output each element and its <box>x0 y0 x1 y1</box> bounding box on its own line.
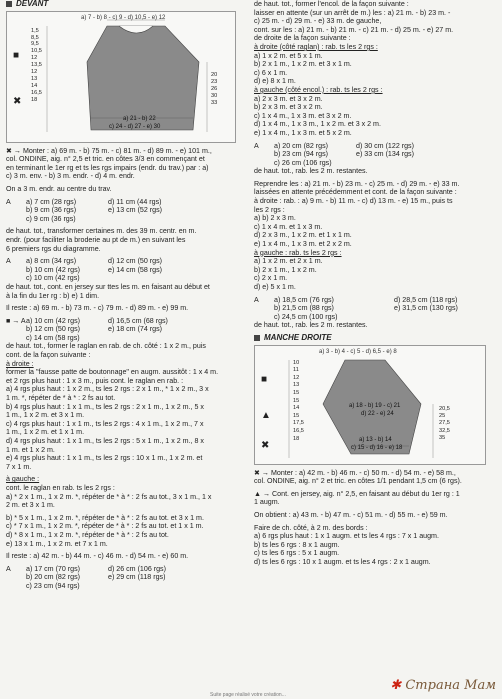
size-table-1 <box>6 198 246 224</box>
instruction-line: c) 1 x 4 m., 1 x 3 m. et 3 x 2 m. <box>254 111 352 120</box>
dim: 12 <box>293 374 300 381</box>
dim: 15 <box>293 412 300 419</box>
size-cell: a) 17 cm (70 rgs) <box>26 564 81 573</box>
devant-heading <box>6 0 246 9</box>
instruction-line: à droite : rab. : a) 9 m. - b) 11 m. - c) d) 13 m. - e) 15 m., puis ts <box>254 197 453 206</box>
instruction-line: a) b) 2 x 3 m. <box>254 214 296 223</box>
dim: 10 <box>293 359 300 366</box>
instruction-line: On obtient : a) 43 m. - b) 47 m. - c) 51 m. - d) 55 m. - e) 59 m. <box>254 510 448 519</box>
instruction-line: d) * 8 x 1 m., 1 x 2 m. *, répéter de * à * : 2 fs au tot. <box>6 530 169 539</box>
dim: 30 <box>211 92 218 99</box>
instruction-line: c) * 7 x 1 m., 1 x 2 m. *, répéter de * à * : 2 fs au tot. et 1 x 1 m. <box>6 522 204 531</box>
instruction-line: 7 x 1 m. <box>6 462 32 471</box>
instruction-line: 1 m. *, répéter de * à * : 2 fs au tot. <box>6 394 116 403</box>
dim: 11 <box>293 367 299 374</box>
manche-instructions <box>254 469 496 567</box>
section-square-icon <box>6 1 12 7</box>
dim: 12 <box>31 69 38 76</box>
size-cell: b) 23 cm (94 rgs) <box>274 150 329 159</box>
section-square-icon <box>254 335 260 341</box>
instruction-line: c) 25 m. - d) 29 m. - e) 33 m. de gauche, <box>254 17 382 26</box>
instruction-line: cont. sur les : a) 21 m. - b) 21 m. - c) 21 m. - d) 25 m. - e) 27 m. <box>254 25 454 34</box>
instruction-line: c) 4 rgs plus haut : 1 x 1 m., ts les 2 rgs : 4 x 1 m., 1 x 2 m., 7 x <box>6 419 204 428</box>
right-column <box>254 0 496 567</box>
dim: 15 <box>293 389 300 396</box>
instruction-line: laissées en attente précédemment et cont. de la façon suivante : <box>254 188 457 197</box>
devant-right-dims <box>211 72 217 107</box>
dim: 12 <box>31 55 38 62</box>
size-cell <box>6 582 26 591</box>
devant-bottom-dim-1: a) 21 - b) 22 <box>123 115 156 122</box>
size-cell: c) 26 cm (106 rgs) <box>274 158 332 167</box>
instruction-line: d) 1 x 4 m., 1 x 3 m., 1 x 2 m. et 3 x 2 m. <box>254 120 381 129</box>
size-cell <box>108 334 190 343</box>
instruction-line: cont. de la façon suivante : <box>6 351 91 360</box>
size-cell: e) 13 cm (52 rgs) <box>108 206 163 215</box>
instruction-line: col. ONDINE, aig. n° 2,5 et tric. en côtes 3/3 en commençant et <box>6 155 205 164</box>
manche-mid-dim-1: a) 18 - b) 19 - c) 21 <box>349 402 401 409</box>
size-cell: e) 14 cm (58 rgs) <box>108 265 163 274</box>
instruction-line: à la fin du 1er rg : b) e) 1 dim. <box>6 291 100 300</box>
instruction-line: col. ONDINE, aig. n° 2 et tric. en côtes 1/1 pendant 1,5 cm (6 rgs). <box>254 477 462 486</box>
instruction-line: cont. le raglan en rab. ts les 2 rgs : <box>6 483 115 492</box>
instruction-line: a) 4 rgs plus haut : 1 x 2 m., ts les 2 rgs : 2 x 1 m., * 1 x 2 m., 3 x <box>6 385 209 394</box>
instruction-line: 6 premiers rgs du diagramme. <box>6 244 101 253</box>
instruction-line: ▲ → Cont. en jersey, aig. n° 2,5, en faisant au début du 1er rg : 1 <box>254 489 460 498</box>
dim: 33 <box>211 99 218 106</box>
devant-diagram <box>6 11 236 143</box>
instruction-line: c) 1 x 4 m. et 1 x 3 m. <box>254 222 323 231</box>
devant-bottom-dim-2: c) 24 - d) 27 - e) 30 <box>109 123 161 130</box>
watermark-logo <box>390 678 496 693</box>
manche-diagram <box>254 345 486 465</box>
instruction-line: b) 4 rgs plus haut : 1 x 1 m., ts les 2 rgs : 2 x 1 m., 1 x 2 m., 5 x <box>6 402 204 411</box>
instruction-line: de haut. tot., transformer certaines m. des 39 m. centr. en m. <box>6 227 197 236</box>
instruction-line: à gauche : <box>6 475 40 484</box>
size-cell: c) 9 cm (36 rgs) <box>26 214 76 223</box>
instruction-line: laisser en attente (sur un arrêt de m.) les : a) 21 m. - b) 23 m. - <box>254 8 451 17</box>
size-cell: c) 10 cm (42 rgs) <box>26 274 80 283</box>
size-cell <box>254 150 274 159</box>
size-cell: A <box>254 295 259 304</box>
dim: 13,5 <box>31 62 42 69</box>
instruction-line: b) 2 x 1 m., 1 x 2 m. <box>254 265 317 274</box>
instruction-line: à gauche (côté encol.) : rab. ts les 2 rgs : <box>254 85 383 94</box>
size-cell: a) 20 cm (82 rgs) <box>274 141 329 150</box>
dim: 14 <box>31 82 38 89</box>
devant-top-dim: a) 7 - b) 8 - c) 9 - d) 10,5 - e) 12 <box>81 14 166 21</box>
size-cell <box>6 274 26 283</box>
instruction-line: de haut. tot., rab. les 2 m. restantes. <box>254 321 368 330</box>
size-cell: d) 16,5 cm (68 rgs) <box>108 316 168 325</box>
instruction-line: b) 2 x 1 m., 1 x 2 m. et 3 x 1 m. <box>254 60 352 69</box>
size-cell: d) 12 cm (50 rgs) <box>108 257 163 266</box>
size-cell <box>254 304 274 313</box>
size-table-6 <box>254 296 496 322</box>
instruction-line: former la "fausse patte de boutonnage" en augm. aussitôt : 1 x 4 m. <box>6 368 219 377</box>
instruction-line: c) ts les 6 rgs : 5 x 1 augm. <box>254 549 340 558</box>
instruction-line: 2 m. et 3 x 1 m. <box>6 501 55 510</box>
size-cell <box>6 325 26 334</box>
dim: 13 <box>31 75 38 82</box>
dim: 27,5 <box>439 420 450 427</box>
dim: 1,5 <box>31 27 39 34</box>
instruction-line: de haut. tot., cont. en jersey sur ttes les m. en faisant au début et <box>6 282 210 291</box>
size-cell: A <box>254 141 259 150</box>
size-cell: A <box>6 197 11 206</box>
size-cell <box>6 266 26 275</box>
manche-heading <box>254 334 496 343</box>
devant-title: DEVANT <box>16 0 49 8</box>
cross-symbol-icon: ✖ <box>13 95 22 107</box>
instruction-line: d) ts les 6 rgs : 10 x 1 augm. et ts les 4 rgs : 2 x 1 augm. <box>254 557 431 566</box>
dim: 8,5 <box>31 34 39 41</box>
instruction-line: 1 m., 1 x 2 m. et 3 x 1 m. <box>6 411 85 420</box>
size-cell: d) 28,5 cm (118 rgs) <box>394 295 458 304</box>
size-cell: a) 18,5 cm (76 rgs) <box>274 295 334 304</box>
size-cell: e) 31,5 cm (130 rgs) <box>394 304 458 313</box>
reprendre-instructions <box>254 167 496 291</box>
instruction-line: a) 1 x 2 m. et 2 x 1 m. <box>254 257 323 266</box>
watermark-text-a: Страна <box>405 678 461 693</box>
instruction-line: c) 2 x 1 m. <box>254 274 288 283</box>
devant-left-dims <box>31 28 42 104</box>
size-table-4 <box>6 565 246 591</box>
devant-instructions-3 <box>6 283 246 313</box>
size-cell <box>108 274 190 283</box>
size-cell: b) 21,5 cm (88 rgs) <box>274 304 334 313</box>
dim: 17,5 <box>293 420 304 427</box>
size-cell: e) 29 cm (118 rgs) <box>108 573 166 582</box>
instruction-line: à droite : <box>6 359 34 368</box>
instruction-line: ✖ → Monter : a) 42 m. - b) 46 m. - c) 50 m. - d) 54 m. - e) 58 m., <box>254 468 456 477</box>
size-cell <box>6 334 26 343</box>
size-cell: e) 33 cm (134 rgs) <box>356 150 414 159</box>
dim: 9,5 <box>31 41 39 48</box>
instruction-line: d) e) 5 x 1 m. <box>254 283 296 291</box>
size-table-3 <box>6 317 246 343</box>
manche-title: MANCHE DROITE <box>264 332 332 342</box>
size-cell: b) 20 cm (82 rgs) <box>26 573 81 582</box>
instruction-line: e) 13 x 1 m., 1 x 2 m. et 7 x 1 m. <box>6 539 108 548</box>
instruction-line: b) * 5 x 1 m., 1 x 2 m. *, répéter de * à * : 2 fs au tot. et 3 x 1 m. <box>6 513 204 522</box>
manche-mid-dim-2: d) 22 - e) 24 <box>361 410 394 417</box>
instruction-line: 1 augm. <box>254 498 280 507</box>
size-cell: b) 12 cm (50 rgs) <box>26 325 81 334</box>
dim: 26 <box>211 85 218 92</box>
instruction-line: Reprendre les : a) 21 m. - b) 23 m. - c) 25 m. - d) 29 m. - e) 33 m. <box>254 179 460 188</box>
instruction-line: c) 3 m. env. - b) 3 m. endr. - d) 4 m. endr. <box>6 172 135 181</box>
size-cell <box>6 573 26 582</box>
instruction-line: de haut. tot., rab. les 2 m. restantes. <box>254 167 368 176</box>
cross-symbol-icon: ✖ <box>261 439 270 451</box>
instruction-line: e) 1 x 4 m., 1 x 3 m. et 5 x 2 m. <box>254 128 352 137</box>
devant-instructions-4 <box>6 342 246 560</box>
size-cell: d) 11 cm (44 rgs) <box>108 197 162 206</box>
size-cell: c) 14 cm (58 rgs) <box>26 333 80 342</box>
manche-bottom-dim-2: c) 15 - d) 16 - e) 18 <box>351 444 403 451</box>
page-footer: Suite page réalisé votre création... <box>210 692 286 698</box>
size-cell: b) 9 cm (36 rgs) <box>26 206 77 215</box>
instruction-line: de droite de la façon suivante : <box>254 34 351 43</box>
instruction-line: d) 4 rgs plus haut : 1 x 1 m., ts les 2 rgs : 5 x 1 m., 1 x 2 m., 8 x <box>6 437 204 445</box>
size-cell: a) 10 cm (42 rgs) <box>26 316 81 325</box>
instruction-line: On a 3 m. endr. au centre du trav. <box>6 184 112 193</box>
devant-instructions-2 <box>6 227 246 253</box>
instruction-line: de haut. tot., former le raglan en rab. de ch. côté : 1 x 2 m., puis <box>6 342 206 351</box>
dim: 25 <box>439 412 446 419</box>
instruction-line: a) 2 x 3 m. et 3 x 2 m. <box>254 94 323 103</box>
size-cell <box>254 159 274 168</box>
instruction-line: Faire de ch. côté, à 2 m. des bords : <box>254 523 368 532</box>
manche-top-dim: a) 3 - b) 4 - c) 5 - d) 6,5 - e) 8 <box>319 348 397 355</box>
instruction-line: à gauche : rab. ts les 2 rgs : <box>254 248 342 257</box>
instruction-line: c) 6 x 1 m. <box>254 68 288 77</box>
size-cell <box>6 206 26 215</box>
dim: 20 <box>211 71 218 78</box>
instruction-line: 1 m. et 1 x 2 m. <box>6 445 55 454</box>
dim: 18 <box>31 96 38 103</box>
instruction-line: b) 2 x 3 m. et 3 x 2 m. <box>254 103 323 112</box>
manche-right-dims <box>439 406 450 443</box>
dim: 32,5 <box>439 427 450 434</box>
size-cell <box>394 313 494 322</box>
instruction-line: 1 m., 1 x 2 m. et 1 x 1 m. <box>6 428 85 437</box>
size-cell: ■ → A <box>6 316 26 325</box>
star-icon: ✱ <box>390 678 402 693</box>
triangle-symbol-icon: ▲ <box>261 409 271 421</box>
size-cell: b) 10 cm (42 rgs) <box>26 265 81 274</box>
instruction-line: Il reste : a) 69 m. - b) 73 m. - c) 79 m. - d) 89 m. - e) 99 m. <box>6 304 189 313</box>
instruction-line: a) 1 x 2 m. et 5 x 1 m. <box>254 51 323 60</box>
instruction-line: d) e) 8 x 1 m. <box>254 77 296 86</box>
size-cell: a) 8 cm (34 rgs) <box>26 257 77 266</box>
dim: 10,5 <box>31 48 42 55</box>
instruction-line: en terminant le 1er rg et ts les rgs impairs (endr. du trav.) par : a) <box>6 163 209 172</box>
dim: 16,5 <box>293 427 304 434</box>
size-cell: a) 7 cm (28 rgs) <box>26 197 77 206</box>
instruction-line: d) 2 x 3 m., 1 x 2 m. et 1 x 1 m. <box>254 231 352 240</box>
left-column <box>6 0 246 591</box>
square-symbol-icon: ■ <box>13 49 20 61</box>
watermark-text-b: Мам <box>464 678 496 693</box>
size-table-5 <box>254 142 496 168</box>
size-cell: c) 23 cm (94 rgs) <box>26 581 80 590</box>
size-cell <box>6 215 26 224</box>
instruction-line: a) 6 rgs plus haut : 1 x 1 augm. et ts les 4 rgs : 7 x 1 augm. <box>254 532 439 541</box>
manche-left-dims <box>293 360 304 444</box>
encolure-instructions <box>254 0 496 138</box>
instruction-line: les 2 rgs : <box>254 205 285 214</box>
dim: 14 <box>293 405 300 412</box>
instruction-line: e) 4 rgs plus haut : 1 x 1 m., ts les 2 rgs : 10 x 1 m., 1 x 2 m. et <box>6 454 203 463</box>
instruction-line: et 2 rgs plus haut : 1 x 3 m., puis cont. le raglan en rab. : <box>6 376 184 385</box>
instruction-line: endr. (pour faciliter la broderie au pt de m.) en suivant les <box>6 235 186 244</box>
size-cell: e) 18 cm (74 rgs) <box>108 325 163 334</box>
size-cell <box>108 215 190 224</box>
dim: 15 <box>293 397 300 404</box>
size-cell: c) 24,5 cm (100 rgs) <box>274 312 338 321</box>
size-cell: d) 30 cm (122 rgs) <box>356 141 414 150</box>
dim: 23 <box>211 78 218 85</box>
size-cell <box>356 159 438 168</box>
size-cell: d) 26 cm (106 rgs) <box>108 564 166 573</box>
dim: 18 <box>293 435 300 442</box>
size-table-2 <box>6 257 246 283</box>
dim: 35 <box>439 435 446 442</box>
instruction-line: b) ts les 6 rgs : 8 x 1 augm. <box>254 540 340 549</box>
devant-instructions-1 <box>6 147 246 194</box>
dim: 13 <box>293 382 300 389</box>
instruction-line: a) * 2 x 1 m., 1 x 2 m. *, répéter de * à * : 2 fs au tot., 3 x 1 m., 1 x <box>6 492 212 501</box>
size-cell <box>254 313 274 322</box>
dim: 16,5 <box>31 89 42 96</box>
instruction-line: Il reste : a) 42 m. - b) 44 m. - c) 46 m. - d) 54 m. - e) 60 m. <box>6 552 189 561</box>
size-cell: A <box>6 564 11 573</box>
size-cell <box>108 582 190 591</box>
dim: 20,5 <box>439 405 450 412</box>
square-symbol-icon: ■ <box>261 373 268 385</box>
instruction-line: de haut. tot., former l'encol. de la façon suivante : <box>254 0 409 8</box>
instruction-line: à droite (côté raglan) : rab. ts les 2 rgs : <box>254 42 378 51</box>
manche-bottom-dim-1: a) 13 - b) 14 <box>359 436 392 443</box>
instruction-line: e) 1 x 4 m., 1 x 3 m. et 2 x 2 m. <box>254 240 352 249</box>
instruction-line: ✖ → Monter : a) 69 m. - b) 75 m. - c) 81 m. - d) 89 m. - e) 101 m., <box>6 146 212 155</box>
size-cell: A <box>6 257 11 266</box>
